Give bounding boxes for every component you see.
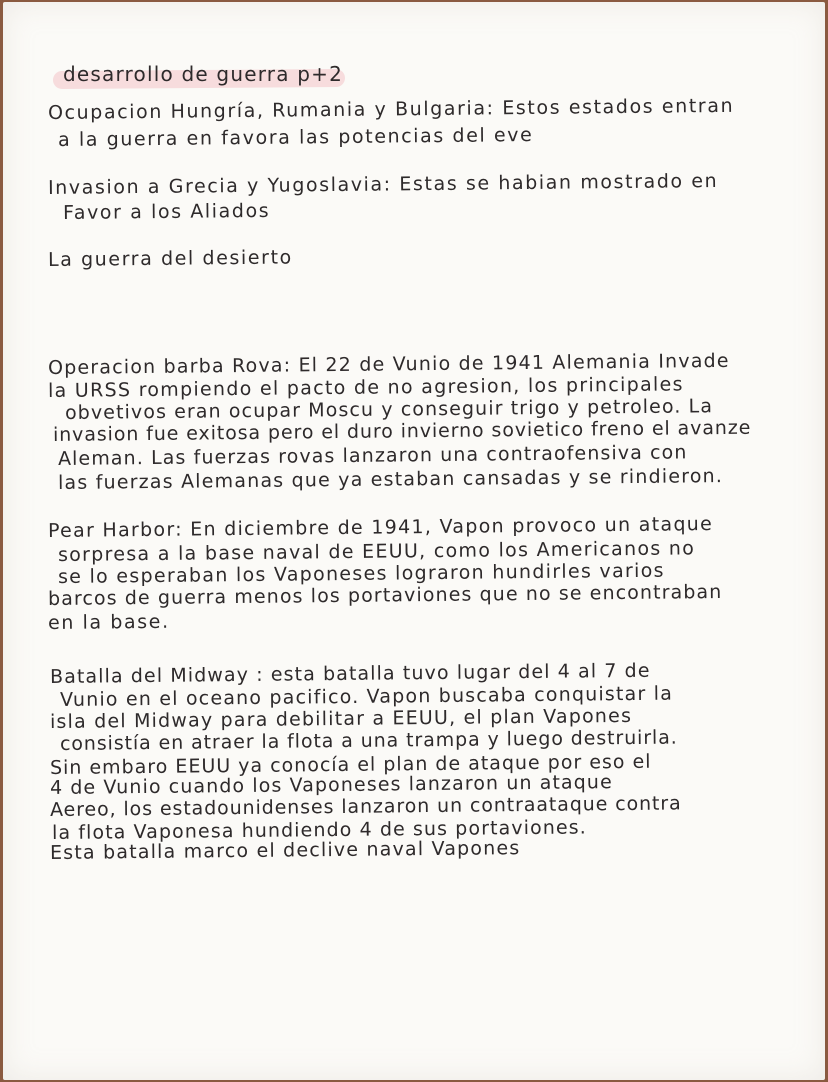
section-ocupacion-line-1: Ocupacion Hungría, Rumania y Bulgaria: Estos estados entran bbox=[47, 94, 735, 124]
section-midway-line-2: Vunio en el oceano pacifico. Vapon buscaba conquistar la bbox=[59, 682, 674, 711]
section-barbarroja-line-3: obvetivos eran ocupar Moscu y conseguir trigo y petroleo. La bbox=[64, 395, 714, 424]
section-midway-line-5: Sin embaro EEUU ya conocía el plan de ataque por eso el bbox=[49, 750, 652, 779]
section-pearl-harbor-line-4: barcos de guerra menos los portaviones que no se encontraban bbox=[47, 580, 723, 610]
section-pearl-harbor-line-5: en la base. bbox=[47, 610, 170, 634]
section-invasion-line-1: Invasion a Grecia y Yugoslavia: Estas se habian mostrado en bbox=[47, 169, 719, 199]
section-midway-line-3: isla del Midway para debilitar a EEUU, el plan Vapones bbox=[49, 704, 633, 733]
section-midway-line-9: Esta batalla marco el declive naval Vapones bbox=[49, 837, 521, 864]
section-midway-line-1: Batalla del Midway : esta batalla tuvo lugar del 4 al 7 de bbox=[49, 659, 651, 688]
section-pearl-harbor-line-1: Pear Harbor: En diciembre de 1941, Vapon provoco un ataque bbox=[47, 513, 714, 542]
notebook-page bbox=[3, 2, 825, 1080]
section-barbarroja-line-1: Operacion barba Rova: El 22 de Vunio de 1941 Alemania Invade bbox=[47, 349, 730, 379]
section-barbarroja-line-5: Aleman. Las fuerzas rovas lanzaron una contraofensiva con bbox=[57, 441, 688, 470]
section-barbarroja-line-4: invasion fue exitosa pero el duro invierno sovietico freno el avanze bbox=[52, 416, 752, 446]
section-barbarroja-line-2: la URSS rompiendo el pacto de no agresion, los principales bbox=[47, 373, 684, 402]
section-ocupacion-line-2: a la guerra en favora las potencias del eve bbox=[57, 124, 534, 151]
section-midway-line-6: 4 de Vunio cuando los Vaponeses lanzaron un ataque bbox=[49, 771, 613, 799]
page-title: desarrollo de guerra p+2 bbox=[63, 62, 343, 86]
section-pearl-harbor-line-3: se lo esperaban los Vaponeses lograron hundirles varios bbox=[57, 559, 665, 588]
section-barbarroja-line-6: las fuerzas Alemanas que ya estaban cansadas y se rindieron. bbox=[57, 465, 724, 494]
title-block bbox=[53, 62, 343, 92]
section-desierto-heading: La guerra del desierto bbox=[47, 246, 293, 271]
section-pearl-harbor-line-2: sorpresa a la base naval de EEUU, como los Americanos no bbox=[57, 537, 696, 566]
section-invasion-line-2: Favor a los Aliados bbox=[62, 199, 271, 224]
section-midway-line-7: Aereo, los estadounidenses lanzaron un contraataque contra bbox=[49, 792, 682, 821]
section-midway-line-8: la flota Vaponesa hundiendo 4 de sus portaviones. bbox=[51, 816, 587, 844]
section-midway-line-4: consistía en atraer la flota a una trampa y luego destruirla. bbox=[59, 726, 678, 755]
